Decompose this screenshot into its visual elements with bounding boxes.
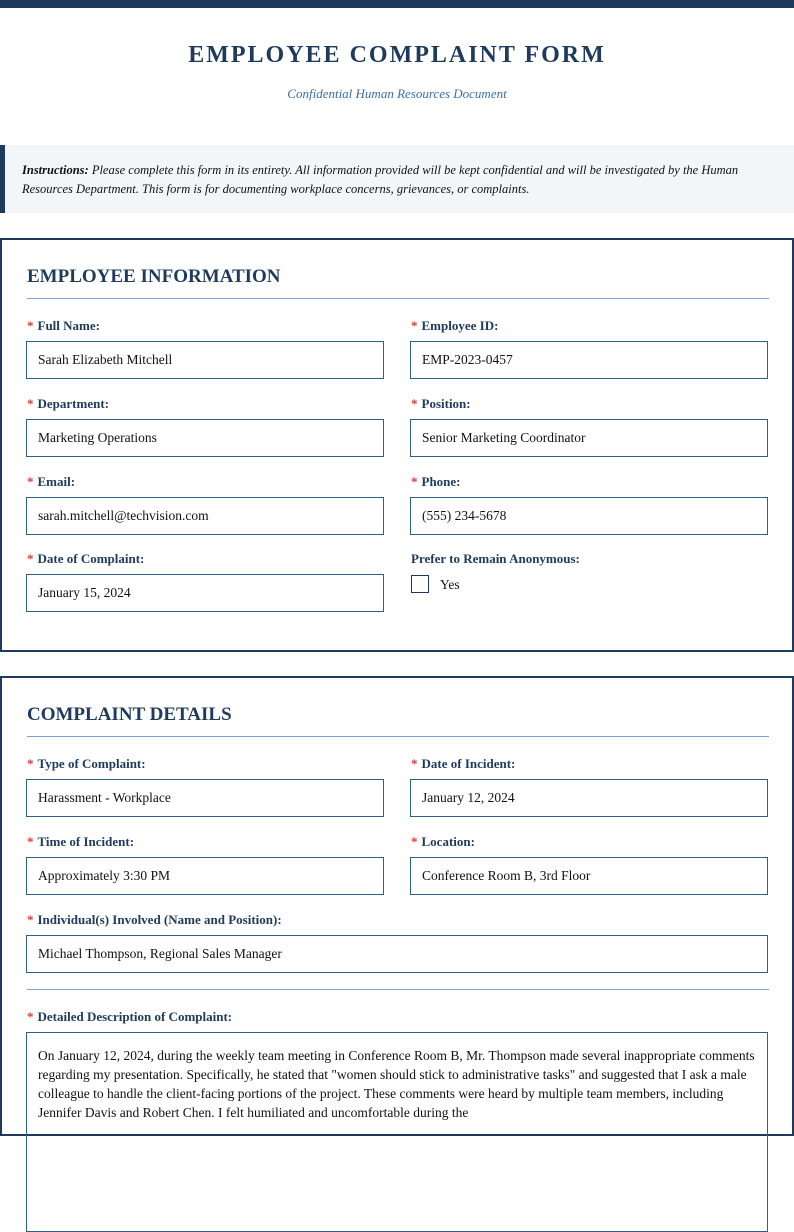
page-subtitle: Confidential Human Resources Document <box>287 86 507 101</box>
individuals-input[interactable]: Michael Thompson, Regional Sales Manager <box>26 935 768 973</box>
section-title: EMPLOYEE INFORMATION <box>27 266 281 287</box>
label-text: Position: <box>421 396 471 411</box>
department-label <box>27 396 109 412</box>
location-input[interactable]: Conference Room B, 3rd Floor <box>410 857 768 895</box>
incident-date-label <box>411 756 515 772</box>
description-textarea[interactable]: On January 12, 2024, during the weekly team meeting in Conference Room B, Mr. Thompson made several inappropriate comments regarding my presentation. Specifically, he stated that "women should stick to administrative tasks" and suggested that I ask a male colleague to handle the client-facing portions of the project. These comments were heard by multiple team members, including Jennifer Davis and Robert Chen. I felt humiliated and uncomfortable during the <box>26 1032 768 1232</box>
label-text: Date of Complaint: <box>37 551 145 566</box>
required-marker: * <box>27 474 34 489</box>
label-text: Full Name: <box>37 318 100 333</box>
complaint-type-label <box>27 756 146 772</box>
full-name-label <box>27 318 100 334</box>
employee-id-input[interactable]: EMP-2023-0457 <box>410 341 768 379</box>
label-text: Employee ID: <box>421 318 499 333</box>
label-text: Individual(s) Involved (Name and Position): <box>37 912 282 927</box>
position-input[interactable]: Senior Marketing Coordinator <box>410 419 768 457</box>
instructions-text: Please complete this form in its entirety. All information provided will be kept confidential and will be investigated by the Human Resources Department. This form is for documenting workplace concerns, grievances, or complaints. <box>22 163 739 196</box>
label-text: Department: <box>37 396 109 411</box>
incident-time-label <box>27 834 134 850</box>
label-text: Email: <box>37 474 76 489</box>
date-of-complaint-label <box>27 551 144 567</box>
instructions-box <box>0 145 794 213</box>
divider <box>27 298 769 299</box>
anonymous-label: Prefer to Remain Anonymous: <box>411 551 580 566</box>
label-text: Type of Complaint: <box>37 756 146 771</box>
position-label <box>411 396 471 412</box>
individuals-label <box>27 912 282 928</box>
required-marker: * <box>27 318 34 333</box>
phone-input[interactable]: (555) 234-5678 <box>410 497 768 535</box>
label-text: Time of Incident: <box>37 834 135 849</box>
email-label <box>27 474 75 490</box>
description-label <box>27 1009 232 1025</box>
top-bar <box>0 0 794 8</box>
required-marker: * <box>27 1009 34 1024</box>
phone-label <box>411 474 461 490</box>
label-text: Location: <box>421 834 475 849</box>
required-marker: * <box>27 912 34 927</box>
required-marker: * <box>27 396 34 411</box>
location-label <box>411 834 475 850</box>
required-marker: * <box>27 756 34 771</box>
required-marker: * <box>411 396 418 411</box>
full-name-input[interactable]: Sarah Elizabeth Mitchell <box>26 341 384 379</box>
complaint-details-section <box>0 676 794 1136</box>
divider <box>27 736 769 737</box>
page-title: EMPLOYEE COMPLAINT FORM <box>188 42 606 68</box>
divider <box>27 989 769 990</box>
label-text: Phone: <box>421 474 461 489</box>
anonymous-option-label[interactable]: Yes <box>440 577 460 592</box>
incident-time-input[interactable]: Approximately 3:30 PM <box>26 857 384 895</box>
required-marker: * <box>411 834 418 849</box>
label-text: Date of Incident: <box>421 756 516 771</box>
label-text: Detailed Description of Complaint: <box>37 1009 233 1024</box>
email-input[interactable]: sarah.mitchell@techvision.com <box>26 497 384 535</box>
employee-information-section <box>0 238 794 652</box>
required-marker: * <box>27 834 34 849</box>
required-marker: * <box>411 756 418 771</box>
complaint-type-input[interactable]: Harassment - Workplace <box>26 779 384 817</box>
department-input[interactable]: Marketing Operations <box>26 419 384 457</box>
required-marker: * <box>27 551 34 566</box>
date-of-complaint-input[interactable]: January 15, 2024 <box>26 574 384 612</box>
instructions-label: Instructions: <box>22 163 89 177</box>
section-title: COMPLAINT DETAILS <box>27 704 232 725</box>
incident-date-input[interactable]: January 12, 2024 <box>410 779 768 817</box>
employee-id-label <box>411 318 498 334</box>
required-marker: * <box>411 318 418 333</box>
required-marker: * <box>411 474 418 489</box>
anonymous-checkbox[interactable] <box>411 575 429 593</box>
